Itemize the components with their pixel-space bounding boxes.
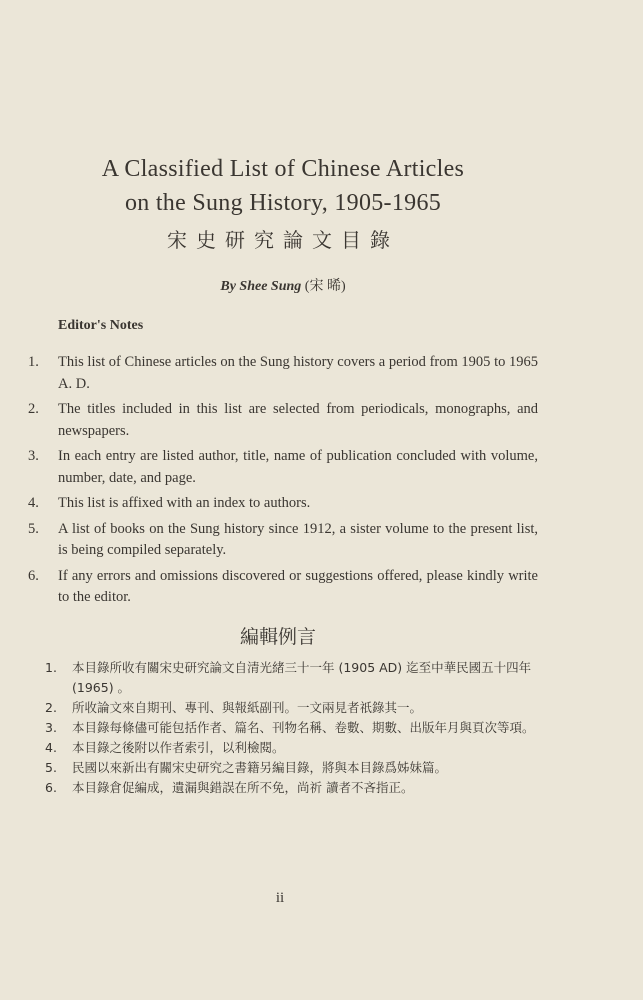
page-number: ii [275, 890, 285, 906]
list-item [28, 566, 538, 609]
item-text: This list of Chinese articles on the Sung history covers a period from 1905 to 1965 A. D. [58, 354, 538, 392]
item-text: The titles included in this list are selected from periodicals, monographs, and newspapers. [58, 401, 538, 439]
title-line-1: A Classified List of Chinese Articles [101, 156, 465, 182]
list-item [45, 718, 545, 738]
byline-author: By Shee Sung [220, 279, 302, 294]
list-item [45, 658, 545, 698]
list-item [45, 738, 545, 758]
item-text: 民國以來新出有關宋史研究之書籍另編目錄，將與本目錄爲姊妹篇。 [72, 760, 448, 775]
item-number: 3. [28, 448, 39, 464]
list-item [45, 698, 545, 718]
item-number: 5. [28, 520, 39, 537]
item-text: In each entry are listed author, title, name of publication concluded with volume, number, date, and page. [58, 448, 538, 486]
item-number: 2. [28, 401, 39, 417]
item-number: 3. [45, 720, 57, 735]
title-line-2: on the Sung History, 1905-1965 [124, 190, 442, 216]
item-text: 所收論文來自期刊、專刊、與報紙副刊。一文兩見者祇錄其一。 [72, 700, 423, 715]
item-number: 6. [45, 780, 57, 795]
item-text: 本目錄所收有關宋史研究論文自清光緒三十一年 (1905 AD) 迄至中華民國五十四年 (1965) 。 [72, 660, 532, 695]
list-item [28, 519, 538, 562]
item-text: If any errors and omissions discovered or suggestions offered, please kindly write to the editor. [58, 567, 538, 605]
item-number: 1. [28, 354, 39, 370]
chinese-notes-list [45, 658, 545, 798]
item-text: 本目錄每條儘可能包括作者、篇名、刊物名稱、卷數、期數、出版年月與頁次等項。 [72, 720, 535, 735]
list-item [28, 446, 538, 489]
item-number: 6. [28, 567, 39, 584]
byline-chinese: (宋 晞) [304, 279, 346, 294]
list-item [28, 352, 538, 395]
item-number: 4. [45, 740, 57, 755]
list-item [28, 399, 538, 442]
title-chinese: 宋史研究論文目錄 [167, 230, 399, 252]
item-text: 本目錄倉促編成，遺漏與錯誤在所不免，尚祈 讀者不吝指正。 [72, 780, 414, 795]
item-text: A list of books on the Sung history since 1912, a sister volume to the present list, is being compiled separately. [58, 520, 538, 558]
item-text: 本目錄之後附以作者索引，以利檢閱。 [72, 740, 285, 755]
chinese-notes-heading: 編輯例言 [239, 626, 316, 648]
byline [0, 275, 566, 295]
item-number: 4. [28, 495, 39, 511]
list-item [45, 778, 545, 798]
editors-notes-heading: Editor's Notes [58, 318, 144, 333]
editors-notes-list [28, 352, 538, 613]
item-text: This list is affixed with an index to authors. [58, 495, 311, 511]
item-number: 1. [45, 660, 57, 675]
list-item [45, 758, 545, 778]
item-number: 2. [45, 700, 57, 715]
item-number: 5. [45, 760, 57, 775]
list-item [28, 493, 538, 515]
